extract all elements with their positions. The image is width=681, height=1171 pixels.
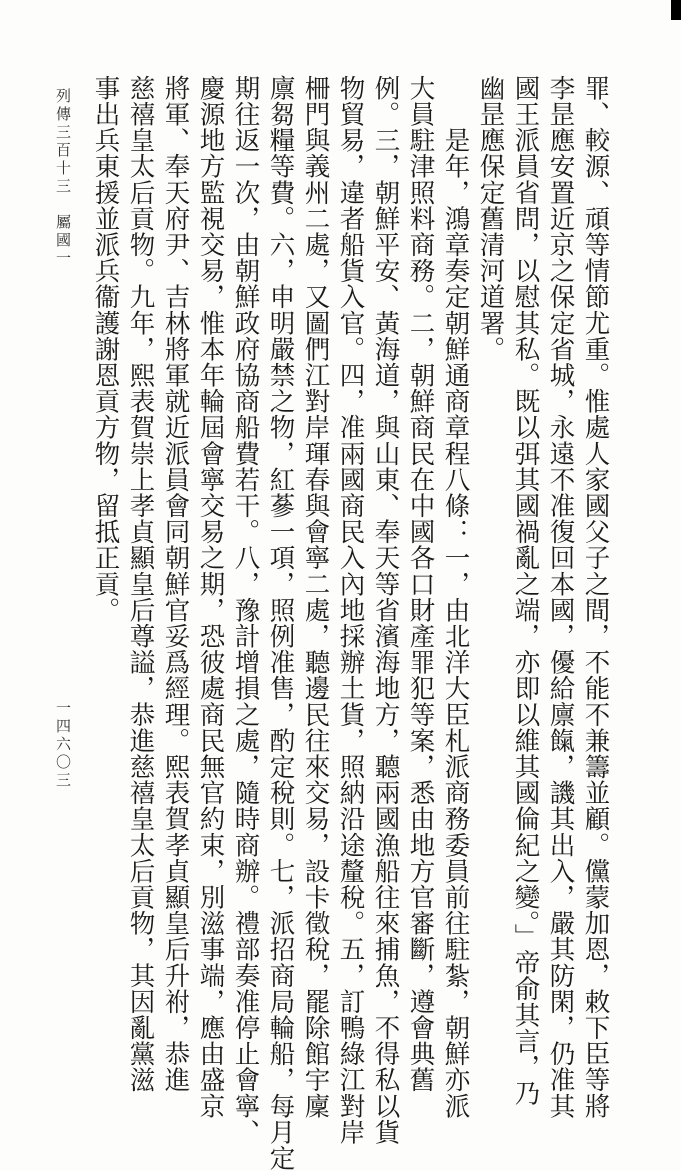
text-column-6: 大員駐津照料商務。二，朝鮮商民在中國各口財產罪犯等案，悉由地方官審斷，遵會典舊 (405, 75, 436, 1093)
text-column-4: 幽昰應保定舊清河道署。 (475, 75, 506, 363)
scan-artifact (671, 0, 681, 20)
text-column-14: 慈禧皇太后貢物。九年，熙表賀崇上孝貞顯皇后尊謚，恭進慈禧皇太后貢物，其因亂黨滋 (125, 75, 156, 1093)
text-column-9: 柵門與義州二處，又圖們江對岸琿春與會寧二處，聽邊民往來交易，設卡徵稅，罷除館宇廩 (300, 75, 331, 1119)
text-column-2: 李昰應安置近京之保定省城，永遠不准復回本國，優給廪餼，譏其出入，嚴其防閑，仍准其 (545, 75, 576, 1119)
text-column-15: 事出兵東援並派兵衞護謝恩貢方物，留抵正貢。 (90, 75, 121, 624)
text-column-7: 例。三，朝鮮平安、黃海道，與山東、奉天等省濱海地方，聽兩國漁船往來捕魚，不得私以貨 (370, 75, 401, 1146)
text-column-11: 期往返一次，由朝鮮政府協商船費若干。八，豫計增損之處，隨時商辦。禮部奏准停止會寧、 (230, 75, 261, 1146)
running-header: 列傳三百十三 屬國一 (54, 88, 72, 268)
text-column-13: 將軍、奉天府尹、吉林將軍就近派員會同朝鮮官妥爲經理。熙表賀孝貞顯皇后升祔，恭進 (160, 75, 191, 1093)
text-column-10: 廪芻糧等費。六，申明嚴禁之物，紅蔘一項，照例准售，酌定稅則。七，派招商局輪船，每月定 (265, 75, 296, 1171)
page-number: 一四六〇三 (54, 700, 72, 790)
text-column-8: 物貿易，違者船貨入官。四，准兩國商民入內地採辦土貨，照納沿途釐稅。五，訂鴨綠江對岸 (335, 75, 366, 1146)
text-column-5: 是年，鴻章奏定朝鮮通商章程八條：一，由北洋大臣札派商務委員前往駐紮，朝鮮亦派 (440, 75, 471, 1119)
text-column-1: 罪、較源、頑等情節尤重。惟處人家國父子之間，不能不兼籌並顧。儻蒙加恩，敕下臣等將 (580, 75, 611, 1119)
text-column-12: 慶源地方監視交易，惟本年輪屆會寧交易之期，恐彼處商民無官約束，別滋事端，應由盛京 (195, 75, 226, 1119)
text-column-3: 國王派員省問，以慰其私。既以弭其國禍亂之端，亦即以維其國倫紀之變。」帝俞其言，乃 (510, 75, 541, 1107)
